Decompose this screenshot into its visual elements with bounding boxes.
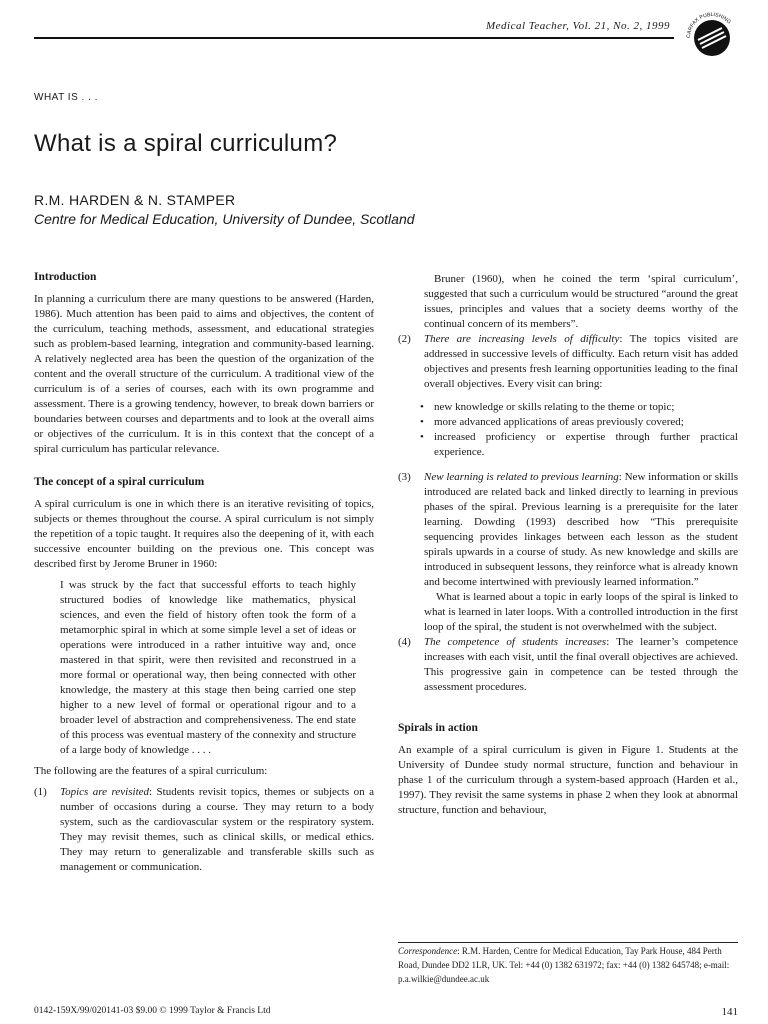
bullet-list: [398, 400, 738, 460]
item-number: (1): [34, 786, 47, 798]
header-rule: [34, 37, 674, 39]
heading-concept: The concept of a spiral curriculum: [34, 476, 205, 488]
paragraph-spirals: An example of a spiral curriculum is given in Figure 1. Students at the University of Dundee study normal structure, function and behaviour in phase 1 of the curriculum through a system-based approach (Harden et al., 1997). They revisit the same systems in phase 2 when they look at abnormal structure, function and behaviour,: [398, 744, 738, 816]
correspondence-text: : R.M. Harden, Centre for Medical Education, Tay Park House, 484 Perth Road, Dundee DD2 1LR, UK. Tel: +44 (0) 1382 631972; fax: +44 (0) 1382 645748; e-mail: p.a.wilkie@dundee.ac.uk: [398, 946, 730, 984]
item-text: : Students revisit topics, themes or subjects on a number of occasions during a course. They may return to a body system, such as the cardiovascular system or the respiratory system. They may revisit themes, such as clinical skills, or medical ethics. They may return to generalizable and transferable skills such as management or communication.: [60, 786, 374, 873]
feature-item-2: [398, 332, 738, 392]
item-text: : The topics visited are addressed in successive levels of difficulty. Each return visit has added objectives and presents fresh learning opportunities leading to the final overall objectives. Every visit can bring:: [424, 333, 738, 390]
correspondence-note: [398, 944, 738, 986]
list-item: • increased proficiency or expertise through further practical experience.: [398, 430, 738, 460]
copyright-footer: 0142-159X/99/020141-03 $9.00 © 1999 Taylor & Francis Ltd: [34, 1006, 271, 1016]
bruner-quote: I was struck by the fact that successful efforts to teach highly structured bodies of knowledge like mathematics, physical sciences, and even the field of history often took the form of a metamorphic spiral in which at some simple level a set of ideas or operations were introduced in a rather intuitive way and, once mastered in that spirit, were then revisited and reconstrued in a more formal or operational way, then being connected with other knowledge, the mastery at this stage then being carried one step higher to a new level of formal or operational rigour and to a broader level of abstraction and comprehensiveness. The end state of this process was eventual mastery of the connexity and structure of a large body of knowledge . . . .: [60, 579, 356, 756]
heading-introduction: Introduction: [34, 271, 97, 283]
correspondence-label: Correspondence: [398, 946, 458, 956]
article-title: What is a spiral curriculum?: [34, 130, 338, 157]
publisher-logo: [682, 8, 742, 68]
heading-spirals-in-action: Spirals in action: [398, 722, 478, 734]
feature-item-1: [34, 785, 374, 875]
journal-header: Medical Teacher, Vol. 21, No. 2, 1999: [486, 20, 670, 32]
item-number: (2): [398, 333, 411, 345]
section-label: WHAT IS . . .: [34, 92, 98, 103]
page-number: 141: [721, 1006, 738, 1018]
item-number: (3): [398, 471, 411, 483]
paragraph-intro: In planning a curriculum there are many questions to be answered (Harden, 1986). Much attention has been paid to aims and objectives, the content of the curriculum, teaching methods, assessment, and educational strategies such as problem-based learning, integration and community-based learning. A relatively neglected area has been the question of the organization of the content and the overall structure of the curriculum. A traditional view of the curriculum is of a series of courses, each with its own programme and assessment. There is a growing tendency, however, to break down barriers or boundaries between courses and departments and to look at the overall aims or objectives of the curriculum. It is in this context that the concept of a spiral curriculum has particular relevance.: [34, 293, 374, 455]
list-item: • new knowledge or skills relating to the theme or topic;: [398, 400, 738, 415]
right-column: [398, 272, 738, 818]
footnote-rule: [398, 942, 738, 943]
item-number: (4): [398, 636, 411, 648]
affiliation: Centre for Medical Education, University of Dundee, Scotland: [34, 211, 415, 227]
item-emphasis: There are increasing levels of difficulty: [424, 333, 620, 345]
item-text: : The learner’s competence increases with each visit, until the final overall objectives are achieved. This progressive gain in competence can be tested through the assessment procedures.: [424, 636, 738, 693]
item-emphasis: The competence of students increases: [424, 636, 607, 648]
paragraph-item3-continued: What is learned about a topic in early loops of the spiral is linked to what is learned in later loops. With a controlled introduction in the first loop of the spiral, the student is not overwhelmed with the subject.: [424, 591, 738, 633]
svg-text:CARFAX PUBLISHING: CARFAX PUBLISHING: [685, 11, 732, 39]
feature-item-4: [398, 635, 738, 695]
list-item: • more advanced applications of areas previously covered;: [398, 415, 738, 430]
left-column: [34, 270, 374, 875]
paragraph-bruner: Bruner (1960), when he coined the term ‘spiral curriculum’, suggested that such a curriculum would be structured “around the great issues, principles and values that a society deems worthy of the continual concern of its members”.: [424, 273, 738, 330]
feature-item-3: [398, 470, 738, 590]
item-emphasis: New learning is related to previous learning: [424, 471, 619, 483]
item-text: : New information or skills introduced are related back and linked directly to learning in previous phases of the spiral. Previous learning is a prerequisite for the later learning. Dowding (1993) described how “This prerequisite sequencing provides linkages between each lesson as the student spirals upwards in a course of study. As new knowledge and skills are introduced in subsequent lessons, they reinforce what is already known and become intertwined with previously learned information.”: [424, 471, 738, 588]
paragraph-concept: A spiral curriculum is one in which there is an iterative revisiting of topics, subjects or themes throughout the course. A spiral curriculum is not simply the repetition of a topic taught. It requires also the deepening of it, with each successive encounter building on the previous one. This concept was described first by Jerome Bruner in 1960:: [34, 498, 374, 570]
paragraph-features: The following are the features of a spiral curriculum:: [34, 765, 268, 777]
authors: R.M. HARDEN & N. STAMPER: [34, 192, 236, 208]
item-emphasis: Topics are revisited: [60, 786, 150, 798]
